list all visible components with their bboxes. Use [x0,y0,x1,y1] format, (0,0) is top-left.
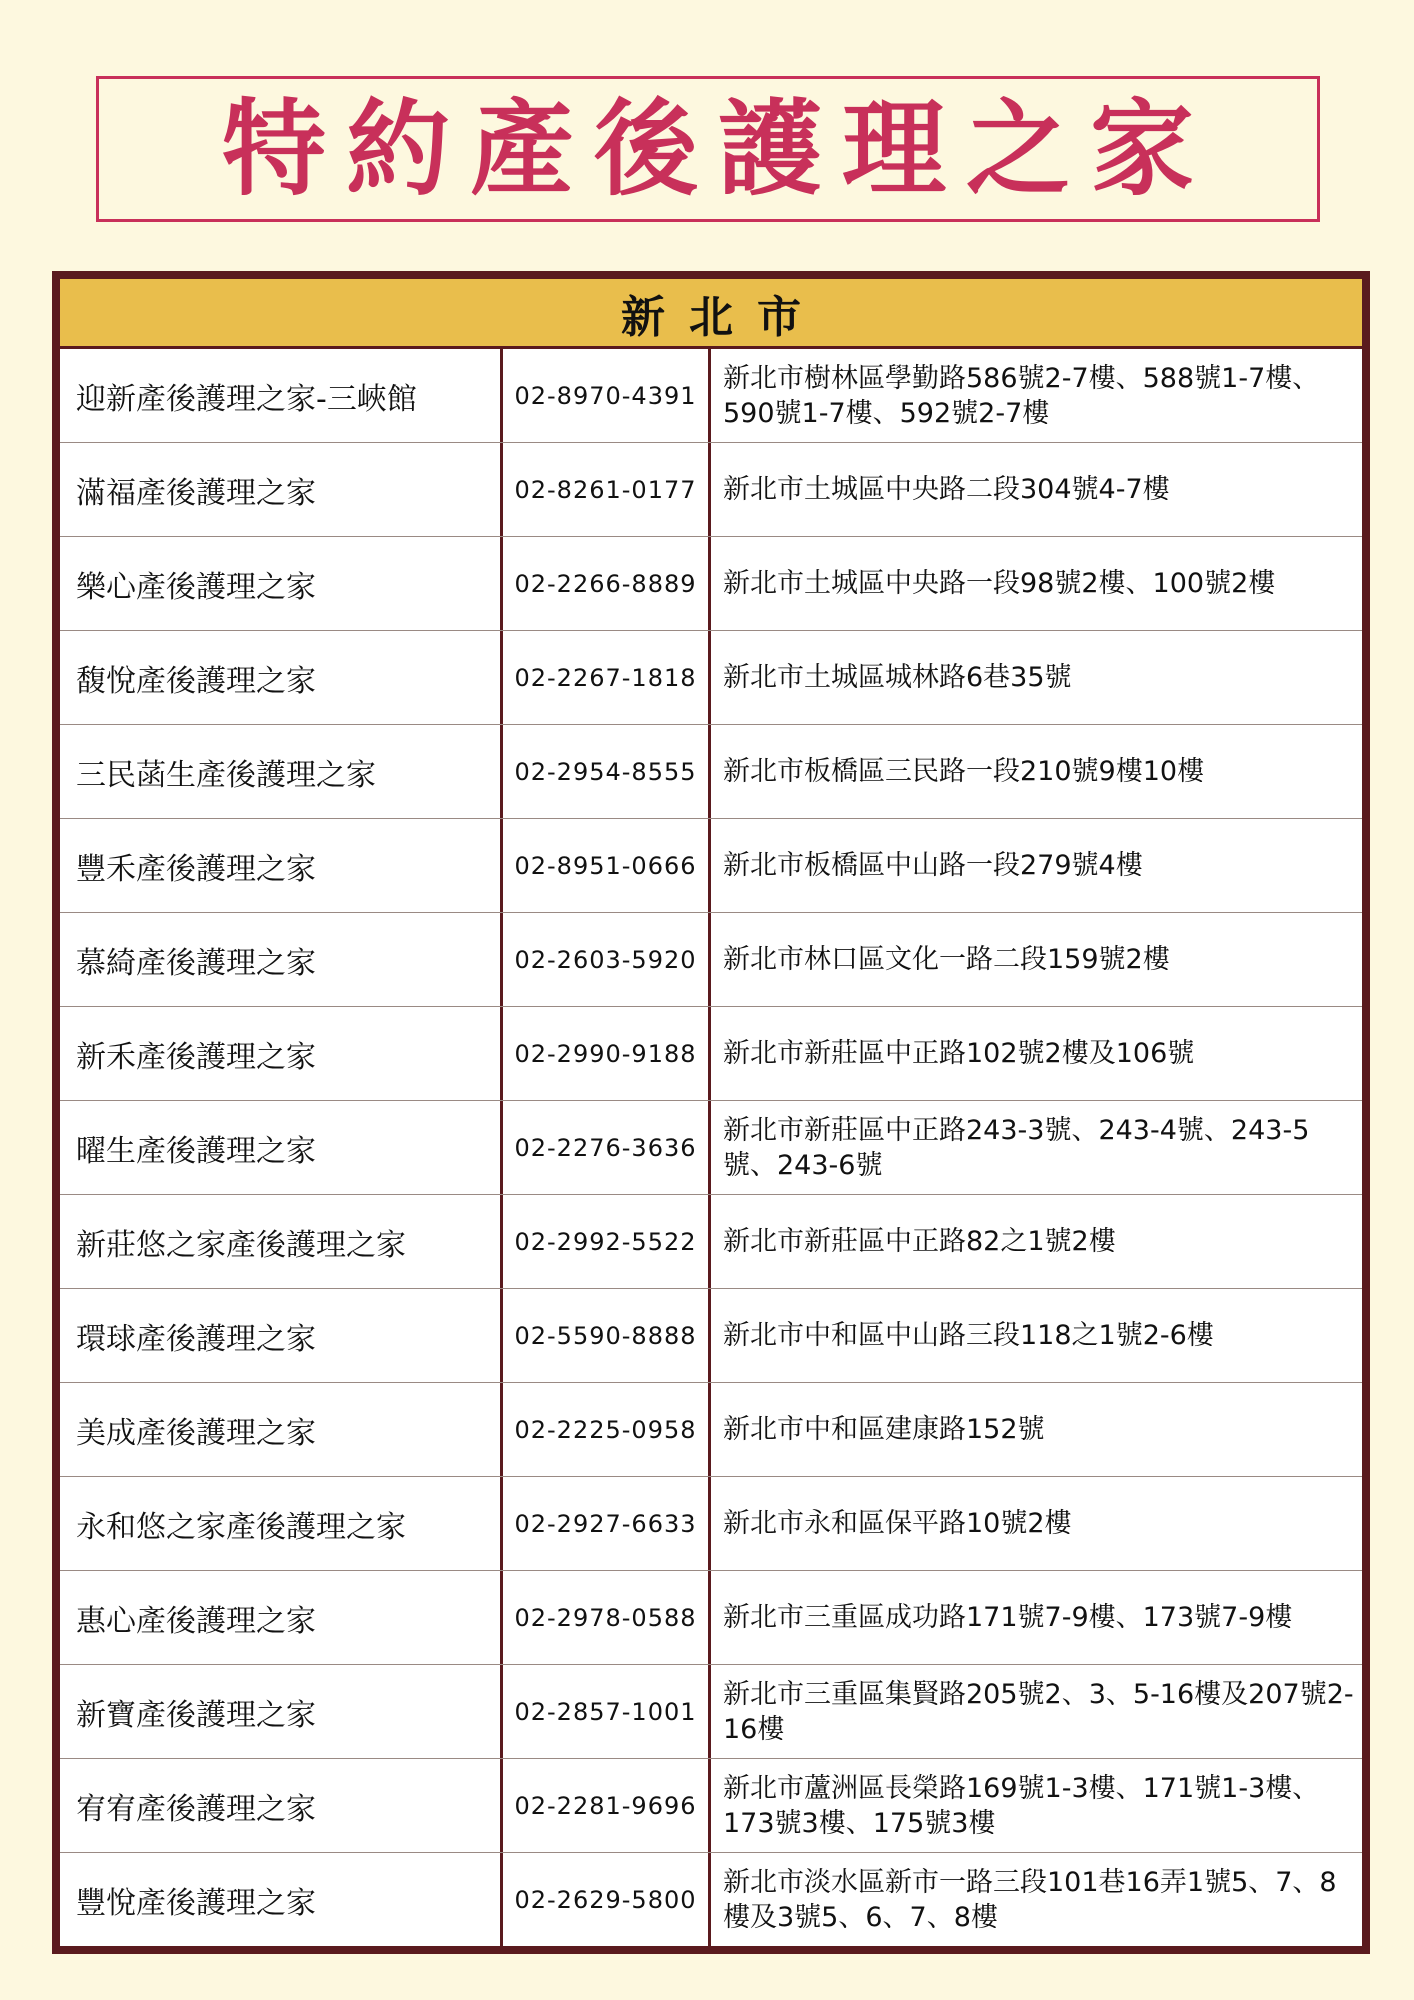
facility-address: 新北市蘆洲區長榮路169號1-3樓、171號1-3樓、173號3樓、175號3樓 [723,1772,1320,1839]
table-body [60,349,1362,1946]
table-row [60,724,1362,818]
facility-name: 豐禾產後護理之家 [60,819,503,912]
facility-address: 新北市樹林區學勤路586號2-7樓、588號1-7樓、590號1-7樓、592號2-7樓 [723,362,1320,429]
facility-phone: 02-2276-3636 [503,1101,711,1194]
facility-phone: 02-2267-1818 [503,631,711,724]
table-row [60,818,1362,912]
facility-address: 新北市中和區建康路152號 [723,1414,1045,1445]
facility-address: 新北市板橋區中山路一段279號4樓 [723,850,1143,881]
facility-phone: 02-5590-8888 [503,1289,711,1382]
facility-name: 滿福產後護理之家 [60,443,503,536]
facility-name: 永和悠之家產後護理之家 [60,1477,503,1570]
facility-phone: 02-8261-0177 [503,443,711,536]
facility-phone: 02-2954-8555 [503,725,711,818]
table-row [60,630,1362,724]
facility-phone: 02-2603-5920 [503,913,711,1006]
facility-name: 惠心產後護理之家 [60,1571,503,1664]
page-title: 特約產後護理之家 [221,88,1214,210]
table-row [60,1100,1362,1194]
facility-phone: 02-2225-0958 [503,1383,711,1476]
facility-phone: 02-2992-5522 [503,1195,711,1288]
facility-address: 新北市板橋區三民路一段210號9樓10樓 [723,756,1205,787]
table-row [60,1194,1362,1288]
table-row [60,1758,1362,1852]
facility-name: 新禾產後護理之家 [60,1007,503,1100]
table-row [60,536,1362,630]
table-row [60,442,1362,536]
facility-address: 新北市林口區文化一路二段159號2樓 [723,944,1170,975]
facility-phone: 02-2990-9188 [503,1007,711,1100]
table-row [60,912,1362,1006]
facility-address: 新北市新莊區中正路102號2樓及106號 [723,1038,1195,1069]
table-row [60,1664,1362,1758]
region-header: 新北市 [60,279,1362,349]
facility-address: 新北市永和區保平路10號2樓 [723,1508,1072,1539]
table-row [60,1288,1362,1382]
facility-table [52,271,1370,1954]
facility-name: 馥悅產後護理之家 [60,631,503,724]
facility-name: 新莊悠之家產後護理之家 [60,1195,503,1288]
table-row [60,349,1362,442]
facility-name: 豐悅產後護理之家 [60,1853,503,1946]
title-box [96,76,1320,222]
table-row [60,1006,1362,1100]
facility-phone: 02-2629-5800 [503,1853,711,1946]
facility-address: 新北市土城區中央路一段98號2樓、100號2樓 [723,568,1276,599]
facility-phone: 02-2927-6633 [503,1477,711,1570]
facility-address: 新北市三重區成功路171號7-9樓、173號7-9樓 [723,1602,1293,1633]
table-row [60,1570,1362,1664]
facility-phone: 02-8951-0666 [503,819,711,912]
facility-address: 新北市淡水區新市一路三段101巷16弄1號5、7、8樓及3號5、6、7、8樓 [723,1866,1337,1933]
facility-phone: 02-2266-8889 [503,537,711,630]
facility-name: 環球產後護理之家 [60,1289,503,1382]
facility-name: 美成產後護理之家 [60,1383,503,1476]
facility-name: 宥宥產後護理之家 [60,1759,503,1852]
facility-name: 慕綺產後護理之家 [60,913,503,1006]
facility-address: 新北市土城區城林路6巷35號 [723,662,1072,693]
table-row [60,1852,1362,1946]
facility-name: 曜生產後護理之家 [60,1101,503,1194]
facility-address: 新北市新莊區中正路82之1號2樓 [723,1226,1116,1257]
facility-phone: 02-2857-1001 [503,1665,711,1758]
facility-address: 新北市新莊區中正路243-3號、243-4號、243-5號、243-6號 [723,1114,1310,1181]
facility-name: 三民菡生產後護理之家 [60,725,503,818]
facility-phone: 02-2281-9696 [503,1759,711,1852]
facility-name: 樂心產後護理之家 [60,537,503,630]
facility-address: 新北市土城區中央路二段304號4-7樓 [723,474,1170,505]
facility-name: 迎新產後護理之家-三峽館 [60,349,503,442]
facility-phone: 02-8970-4391 [503,349,711,442]
facility-address: 新北市中和區中山路三段118之1號2-6樓 [723,1320,1214,1351]
facility-address: 新北市三重區集賢路205號2、3、5-16樓及207號2-16樓 [723,1678,1354,1745]
facility-phone: 02-2978-0588 [503,1571,711,1664]
table-row [60,1382,1362,1476]
facility-name: 新寶產後護理之家 [60,1665,503,1758]
table-row [60,1476,1362,1570]
